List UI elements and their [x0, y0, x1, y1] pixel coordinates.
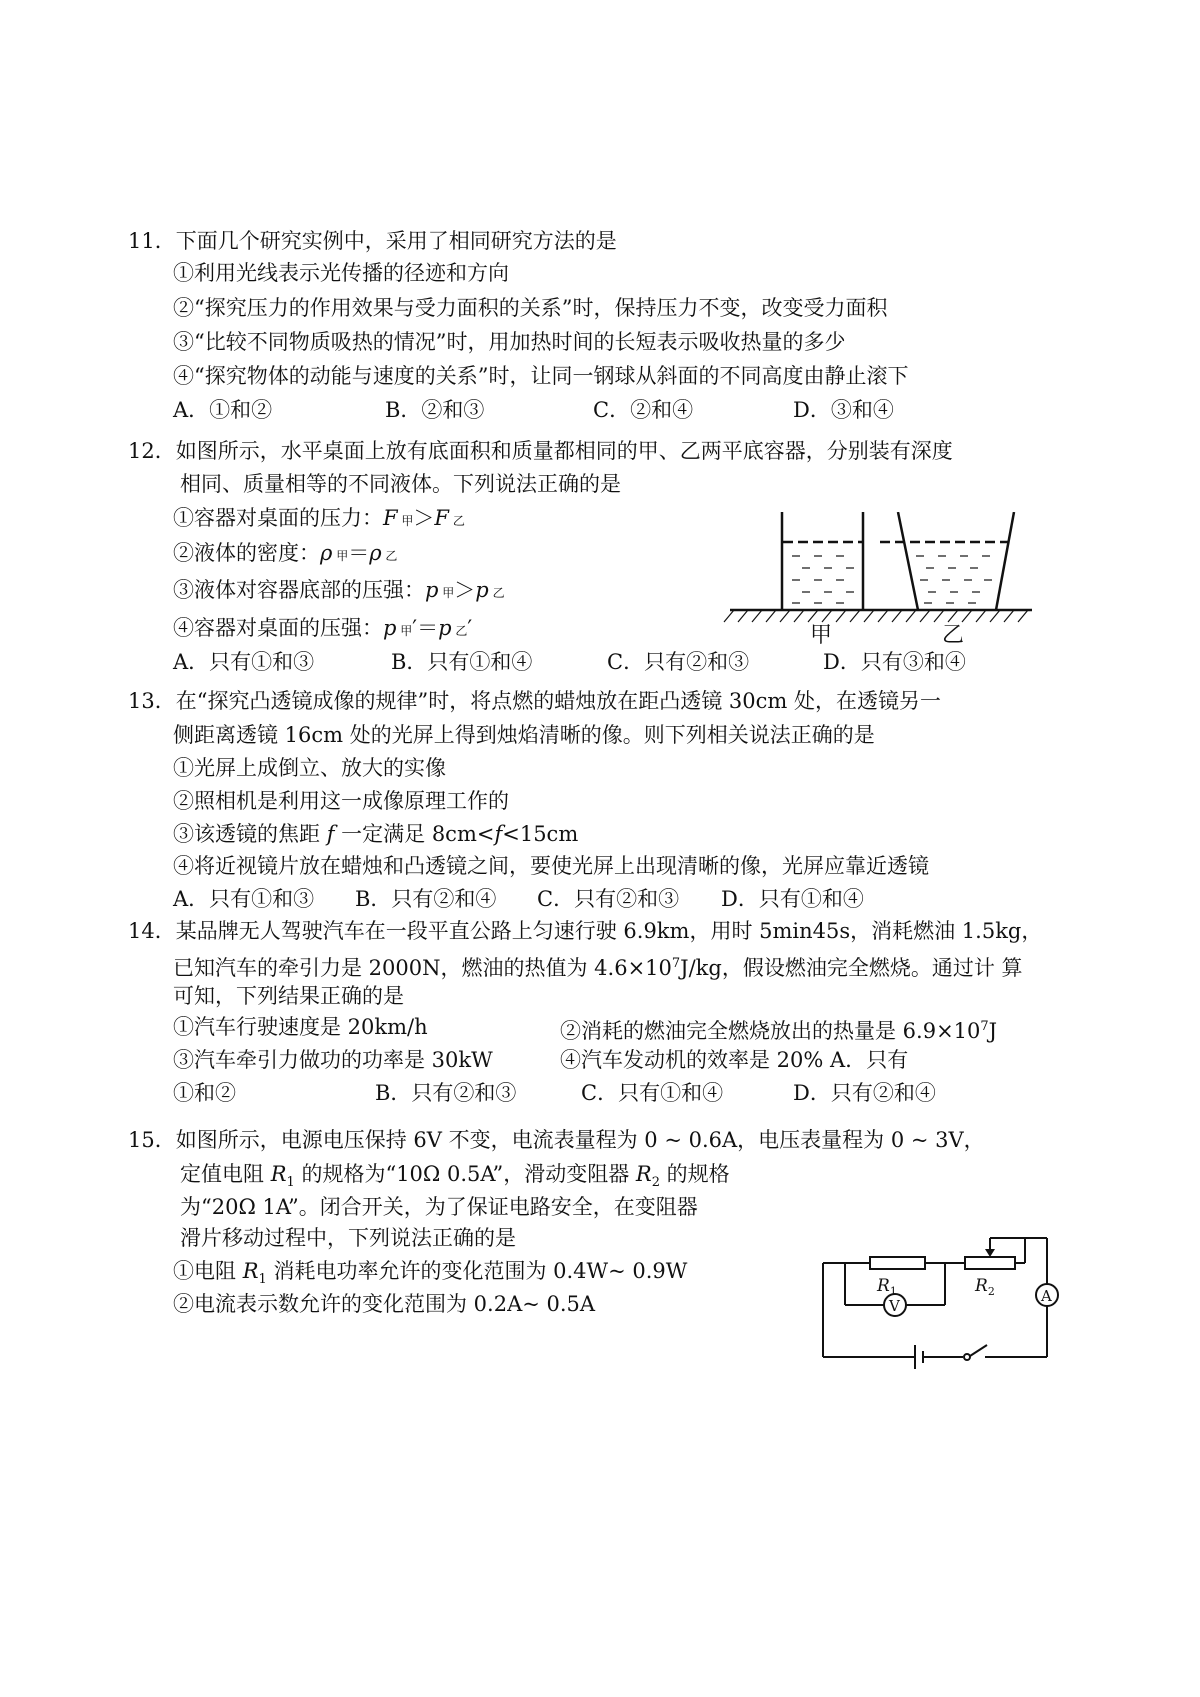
q12-item-3: ③液体对容器底部的压强：p 甲＞p 乙: [173, 578, 505, 602]
q14-option-b: B．只有②和③: [375, 1081, 517, 1105]
q12-item-4: ④容器对桌面的压强：p 甲′＝p 乙′: [173, 616, 473, 640]
q11-stem: 11．下面几个研究实例中，采用了相同研究方法的是: [128, 229, 617, 253]
q13-item-2: ②照相机是利用这一成像原理工作的: [173, 789, 509, 813]
q11-option-c: C．②和④: [593, 398, 694, 422]
q14-option-c: C．只有①和④: [581, 1081, 724, 1105]
resistor-r1: [870, 1257, 925, 1269]
liquid-dashes-yi: [916, 556, 992, 603]
containers-figure: [720, 512, 1040, 647]
slider-arrow-head: [985, 1249, 995, 1257]
q12-stem-line-2: 相同、质量相等的不同液体。下列说法正确的是: [180, 472, 621, 496]
container-yi: [898, 512, 1014, 610]
q15-stem-line-4: 滑片移动过程中，下列说法正确的是: [180, 1226, 516, 1250]
circuit-figure: [815, 1225, 1085, 1375]
voltmeter-label: V: [889, 1297, 900, 1315]
q13-option-d: D．只有①和④: [721, 887, 864, 911]
q14-option-d: D．只有②和④: [793, 1081, 936, 1105]
q12-option-c: C．只有②和③: [607, 650, 750, 674]
q12-item-1: ①容器对桌面的压力：F 甲＞F 乙: [173, 506, 465, 530]
r2-label: $R_2$: [975, 1276, 995, 1298]
q12-option-a: A．只有①和③: [173, 650, 315, 674]
q15-item-2: ②电流表示数允许的变化范围为 0.2A~ 0.5A: [173, 1292, 596, 1316]
q14-item-2: ②消耗的燃油完全燃烧放出的热量是 $6.9\times 10^7J$: [560, 1019, 998, 1043]
q11-option-b: B．②和③: [385, 398, 485, 422]
q14-stem-line-1: 14．某品牌无人驾驶汽车在一段平直公路上匀速行驶 6.9km，用时 5min45s，消耗燃油 1.5kg，: [128, 919, 1043, 943]
q15-item-1: ①电阻 $R_1$ 消耗电功率允许的变化范围为 0.4W~ 0.9W: [173, 1259, 688, 1288]
q13-option-c: C．只有②和③: [537, 887, 680, 911]
q13-option-b: B．只有②和④: [355, 887, 497, 911]
table-hatching: [724, 610, 1028, 622]
q13-option-a: A．只有①和③: [173, 887, 315, 911]
q14-item-4: ④汽车发动机的效率是 20% A．只有: [560, 1048, 909, 1072]
q14-item-1: ①汽车行驶速度是 20km/h: [173, 1015, 428, 1039]
label-yi: 乙: [942, 623, 965, 647]
q12-item-2: ②液体的密度：ρ 甲＝ρ 乙: [173, 541, 398, 565]
slider-arrow: [990, 1238, 1025, 1253]
q13-stem-line-2: 侧距离透镜 16cm 处的光屏上得到烛焰清晰的像。则下列相关说法正确的是: [173, 723, 875, 747]
ammeter-label: A: [1041, 1287, 1052, 1305]
resistor-r2: [965, 1257, 1015, 1269]
q13-item-1: ①光屏上成倒立、放大的实像: [173, 756, 446, 780]
q12-stem-line-1: 12．如图所示，水平桌面上放有底面积和质量都相同的甲、乙两平底容器，分别装有深度: [128, 439, 953, 463]
switch-icon: [964, 1345, 987, 1360]
q13-item-4: ④将近视镜片放在蜡烛和凸透镜之间，要使光屏上出现清晰的像，光屏应靠近透镜: [173, 854, 929, 878]
liquid-dashes-jia: [792, 556, 854, 603]
container-jia: [782, 512, 863, 610]
q11-item-3: ③“比较不同物质吸热的情况”时，用加热时间的长短表示吸收热量的多少: [173, 330, 846, 354]
q14-stem-line-3: 可知，下列结果正确的是: [173, 984, 404, 1008]
q11-option-a: A．①和②: [173, 398, 273, 422]
q15-stem-line-1: 15．如图所示，电源电压保持 6V 不变，电流表量程为 0 ~ 0.6A，电压表量程为 0 ~ 3V，: [128, 1128, 985, 1152]
q14-option-a-tail: ①和②: [173, 1081, 236, 1105]
q13-item-3: ③该透镜的焦距 f 一定满足 8cm<f<15cm: [173, 822, 579, 846]
q11-option-d: D．③和④: [793, 398, 894, 422]
q15-stem-line-2: 定值电阻 $R_1$ 的规格为“10Ω 0.5A”，滑动变阻器 $R_2$ 的规格: [180, 1162, 730, 1191]
q11-item-1: ①利用光线表示光传播的径迹和方向: [173, 261, 509, 285]
q15-stem-line-3: 为“20Ω 1A”。闭合开关，为了保证电路安全，在变阻器: [180, 1195, 698, 1219]
label-jia: 甲: [810, 623, 833, 647]
q11-item-2: ②“探究压力的作用效果与受力面积的关系”时，保持压力不变，改变受力面积: [173, 296, 888, 320]
q12-option-d: D．只有③和④: [823, 650, 966, 674]
q14-stem-line-2: 已知汽车的牵引力是 2000N，燃油的热值为 $4.6\times 10^7J/kg$，假设燃油完全燃烧。通过计 算: [173, 956, 1023, 980]
q14-item-3: ③汽车牵引力做功的功率是 30kW: [173, 1048, 493, 1072]
q13-stem-line-1: 13．在“探究凸透镜成像的规律”时，将点燃的蜡烛放在距凸透镜 30cm 处，在透镜另一: [128, 689, 941, 713]
battery-icon: [915, 1345, 933, 1369]
q11-item-4: ④“探究物体的动能与速度的关系”时，让同一钢球从斜面的不同高度由静止滚下: [173, 364, 909, 388]
q12-option-b: B．只有①和④: [391, 650, 533, 674]
r1-label: $R_1$: [877, 1276, 897, 1298]
